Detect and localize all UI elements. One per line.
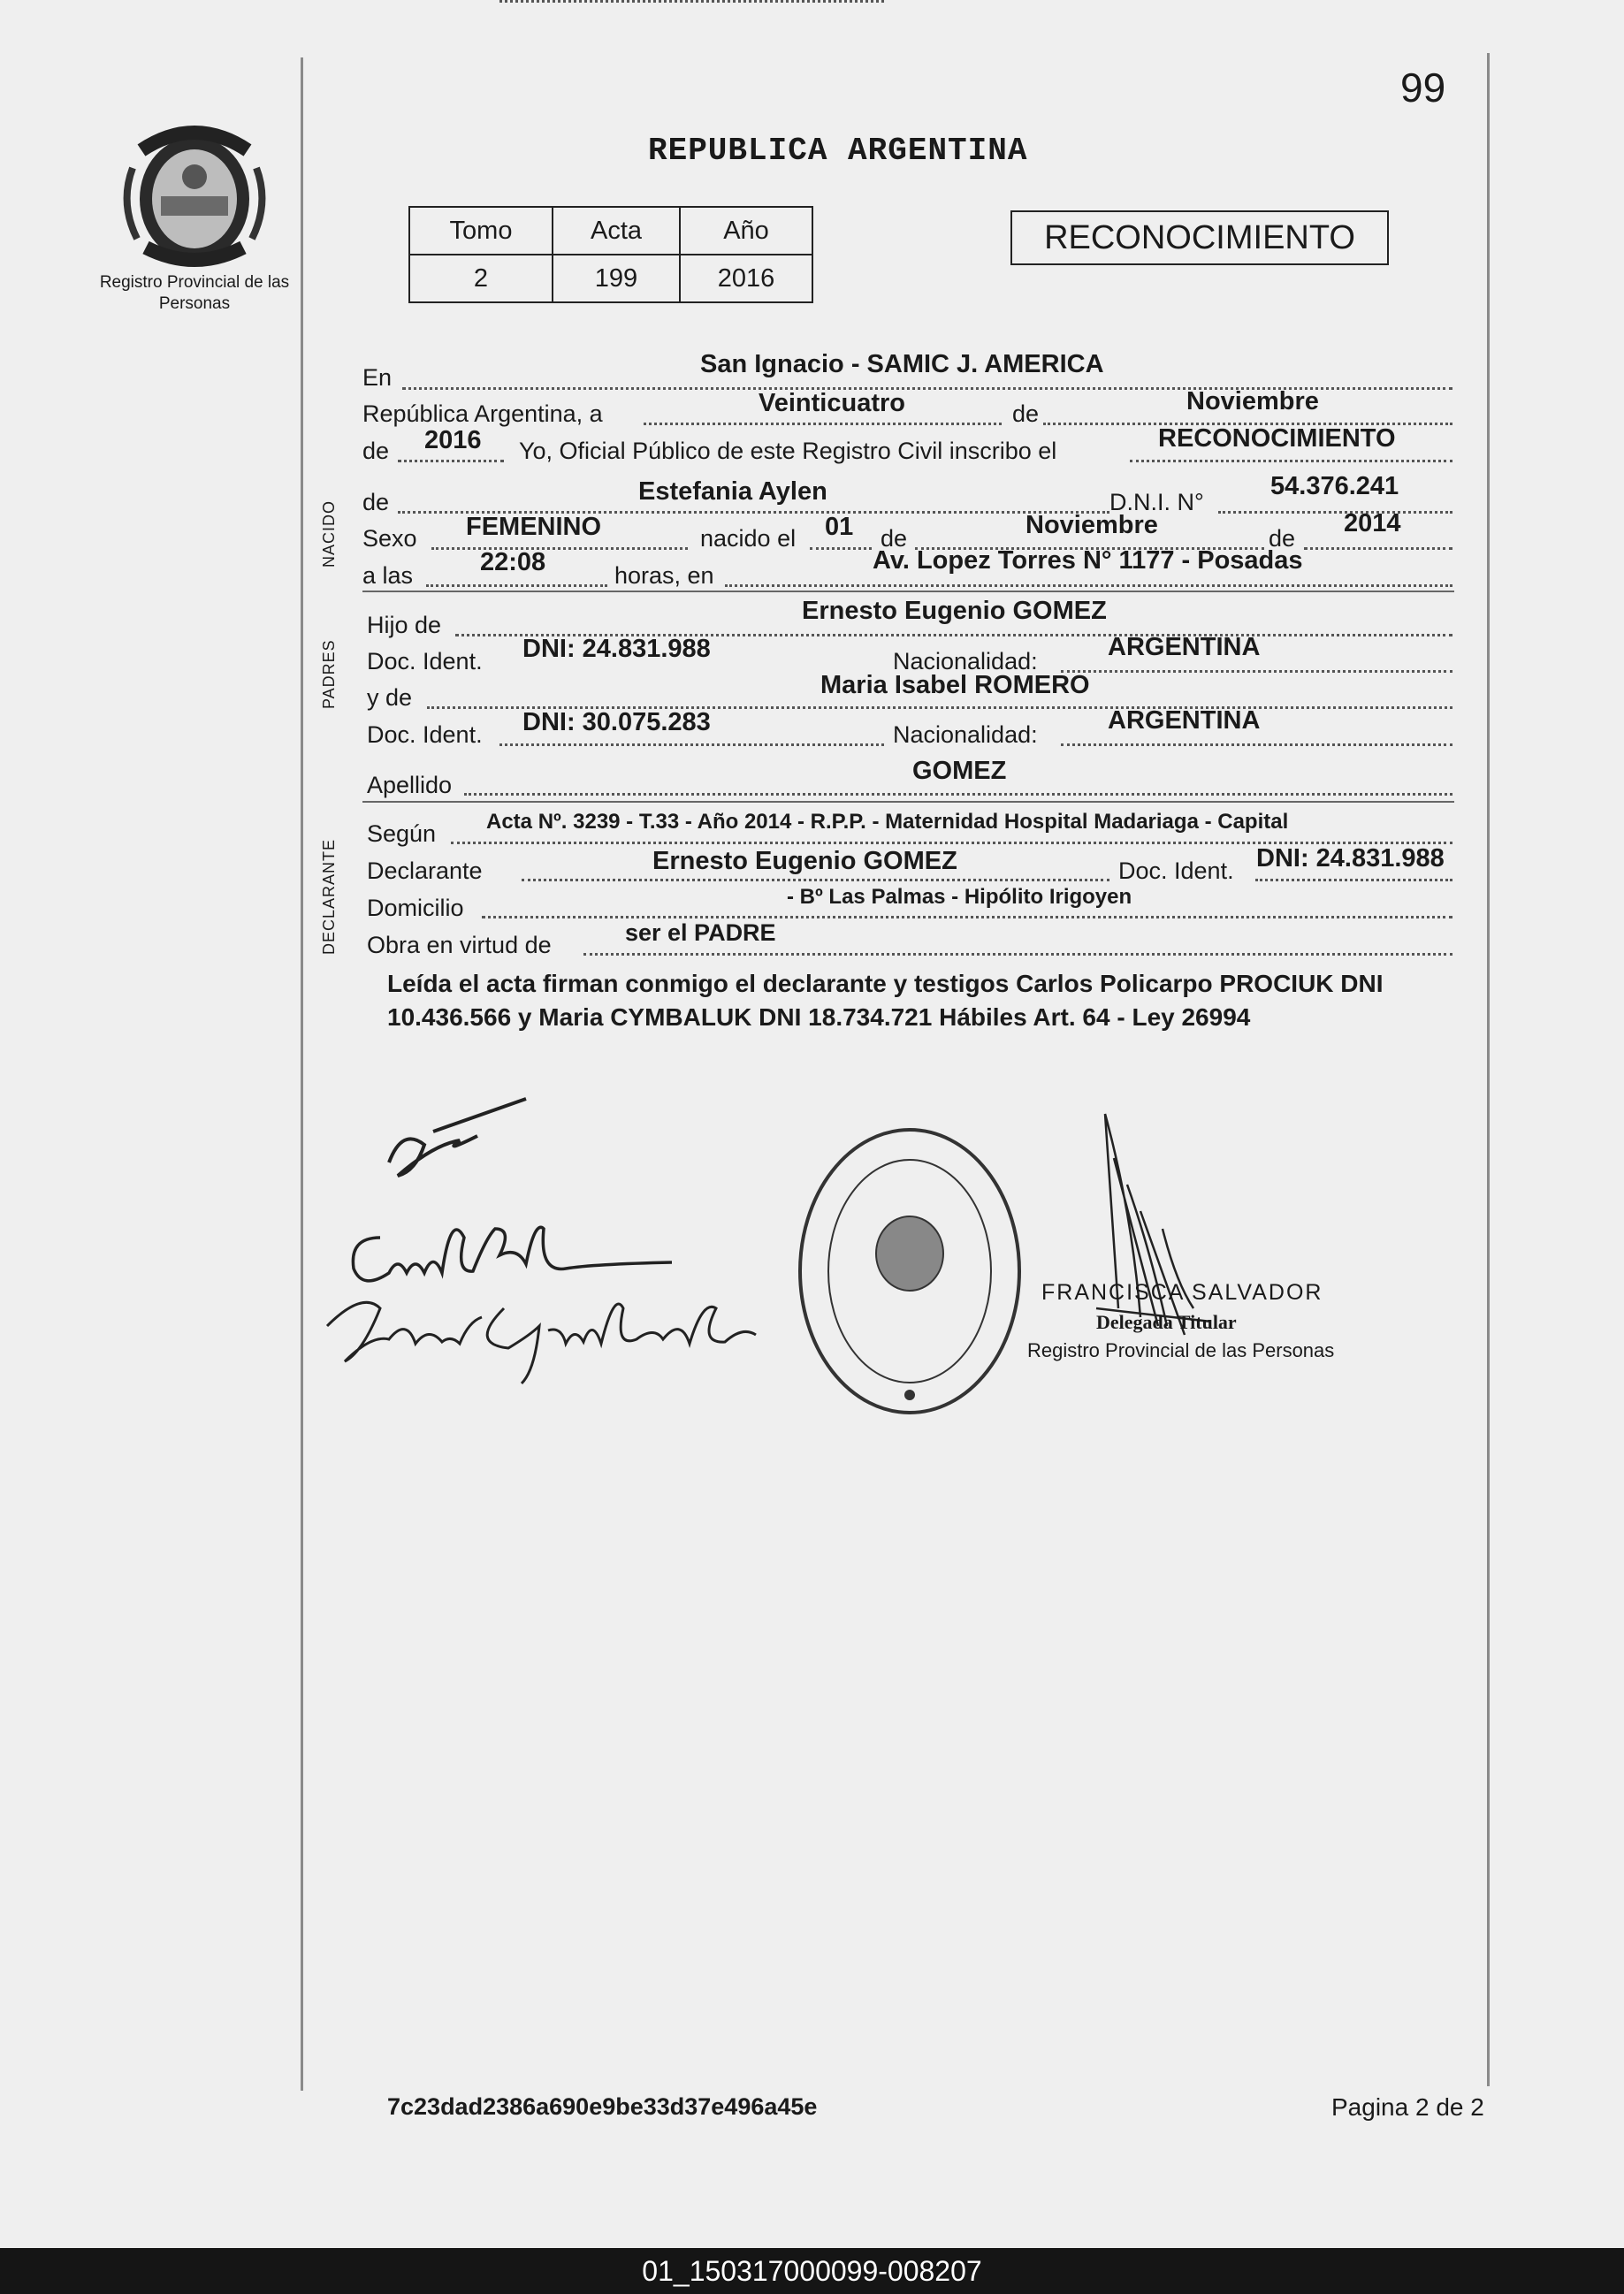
- field-nac-mes: Noviembre: [1025, 511, 1158, 539]
- value-acta: 199: [553, 255, 680, 302]
- document-hash: 7c23dad2386a690e9be33d37e496a45e: [387, 2093, 818, 2120]
- label-obra: Obra en virtud de: [367, 932, 552, 958]
- handwritten-signature-initials: [380, 1092, 539, 1189]
- label-de: de: [362, 438, 390, 464]
- field-padre: Ernesto Eugenio GOMEZ: [802, 597, 1107, 625]
- handwritten-signature-cymbaluk: [309, 1273, 769, 1388]
- field-nombre: Estefania Aylen: [638, 477, 827, 506]
- field-declarante: Ernesto Eugenio GOMEZ: [652, 847, 957, 875]
- value-tomo: 2: [409, 255, 553, 302]
- field-madre-doc: DNI: 30.075.283: [522, 708, 711, 736]
- label-republica: República Argentina, a: [362, 400, 603, 427]
- label-hijo-de: Hijo de: [367, 612, 442, 638]
- dotted-line: [464, 793, 1452, 796]
- field-nac-anio: 2014: [1344, 509, 1401, 537]
- side-label-declarante: DECLARANTE: [320, 838, 338, 955]
- label-dni: D.N.I. N°: [1109, 489, 1204, 515]
- logo-caption: Registro Provincial de las Personas: [99, 273, 290, 313]
- label-yo: Yo, Oficial Público de este Registro Civil inscribo el: [519, 438, 1057, 464]
- dotted-line: [1061, 670, 1452, 673]
- field-hora: 22:08: [480, 548, 546, 576]
- field-segun: Acta Nº. 3239 - T.33 - Año 2014 - R.P.P. - Maternidad Hospital Madariaga - Capital: [486, 810, 1289, 834]
- dotted-line: [426, 584, 607, 587]
- pagination: Pagina 2 de 2: [1331, 2093, 1484, 2121]
- field-padre-doc: DNI: 24.831.988: [522, 635, 711, 663]
- dotted-line: [499, 0, 884, 3]
- field-madre-nac: ARGENTINA: [1108, 706, 1261, 735]
- act-type-box: RECONOCIMIENTO: [1010, 210, 1389, 265]
- label-de: de: [1012, 400, 1040, 427]
- page-number: 99: [1400, 65, 1446, 111]
- dotted-line: [398, 460, 504, 462]
- dotted-line: [644, 423, 1002, 425]
- field-apellido: GOMEZ: [912, 757, 1007, 785]
- header-tomo: Tomo: [409, 207, 553, 255]
- field-declarante-doc: DNI: 24.831.988: [1256, 844, 1445, 873]
- label-de: de: [362, 489, 390, 515]
- field-madre: Maria Isabel ROMERO: [820, 671, 1090, 699]
- dotted-line: [810, 547, 872, 550]
- record-reference-table: [408, 206, 813, 303]
- official-org: Registro Provincial de las Personas: [1027, 1339, 1335, 1361]
- field-dni: 54.376.241: [1270, 472, 1399, 500]
- label-doc-ident: Doc. Ident.: [367, 648, 483, 674]
- label-y-de: y de: [367, 684, 413, 711]
- dotted-line: [725, 584, 1452, 587]
- side-label-nacido: NACIDO: [320, 499, 338, 568]
- field-dia: Veinticuatro: [759, 389, 905, 417]
- label-domicilio: Domicilio: [367, 895, 464, 921]
- field-domicilio: - Bº Las Palmas - Hipólito Irigoyen: [787, 885, 1132, 909]
- value-anio: 2016: [680, 255, 812, 302]
- label-declarante: Declarante: [367, 857, 483, 884]
- section-divider: [362, 801, 1454, 803]
- label-nacionalidad: Nacionalidad:: [893, 648, 1038, 674]
- header-acta: Acta: [553, 207, 680, 255]
- label-doc-ident: Doc. Ident.: [367, 721, 483, 748]
- label-apellido: Apellido: [367, 772, 453, 798]
- dotted-line: [431, 547, 688, 550]
- page-title: REPUBLICA ARGENTINA: [648, 133, 1028, 169]
- official-name: FRANCISCA SALVADOR: [1041, 1280, 1323, 1305]
- header-anio: Año: [680, 207, 812, 255]
- field-mes: Noviembre: [1186, 387, 1319, 415]
- side-label-padres: PADRES: [320, 639, 338, 709]
- label-a-las: a las: [362, 562, 414, 589]
- field-lugar: San Ignacio - SAMIC J. AMERICA: [700, 350, 1104, 378]
- label-de: de: [1269, 525, 1296, 552]
- dotted-line: [1255, 879, 1452, 881]
- field-nac-dia: 01: [825, 513, 854, 541]
- dotted-line: [1218, 511, 1452, 514]
- official-role: Delegada Titular: [1096, 1311, 1237, 1333]
- field-sexo: FEMENINO: [466, 513, 602, 541]
- dotted-line: [482, 916, 1452, 918]
- label-nacionalidad: Nacionalidad:: [893, 721, 1038, 748]
- dotted-line: [522, 879, 1109, 881]
- right-margin-line: [1487, 53, 1490, 2086]
- label-segun: Según: [367, 820, 437, 847]
- dotted-line: [1061, 743, 1452, 746]
- field-anio: 2016: [424, 426, 482, 454]
- label-doc-ident: Doc. Ident.: [1118, 857, 1234, 884]
- section-divider: [362, 591, 1454, 592]
- label-sexo: Sexo: [362, 525, 417, 552]
- dotted-line: [1130, 460, 1452, 462]
- field-padre-nac: ARGENTINA: [1108, 633, 1261, 661]
- label-horas-en: horas, en: [614, 562, 714, 589]
- dotted-line: [499, 743, 884, 746]
- province-seal-icon: [106, 115, 283, 274]
- label-de: de: [881, 525, 908, 552]
- handwritten-signature-official: [1079, 1105, 1238, 1344]
- dotted-line: [583, 953, 1452, 956]
- field-obra: ser el PADRE: [625, 919, 776, 946]
- footer-id-bar: 01_150317000099-008207: [0, 2248, 1624, 2294]
- label-nacido-el: nacido el: [700, 525, 797, 552]
- left-margin-line: [301, 57, 303, 2091]
- field-lugar-nac: Av. Lopez Torres N° 1177 - Posadas: [873, 546, 1303, 575]
- field-tipo: RECONOCIMIENTO: [1158, 424, 1396, 453]
- dotted-line: [1304, 547, 1452, 550]
- closing-statement: Leída el acta firman conmigo el declarante y testigos Carlos Policarpo PROCIUK DNI 10.436.566 y Maria CYMBALUK DNI 18.734.721 Hábiles Art. 64 - Ley 26994: [387, 970, 1384, 1031]
- label-en: En: [362, 364, 393, 391]
- registry-stamp-icon: [794, 1121, 1025, 1421]
